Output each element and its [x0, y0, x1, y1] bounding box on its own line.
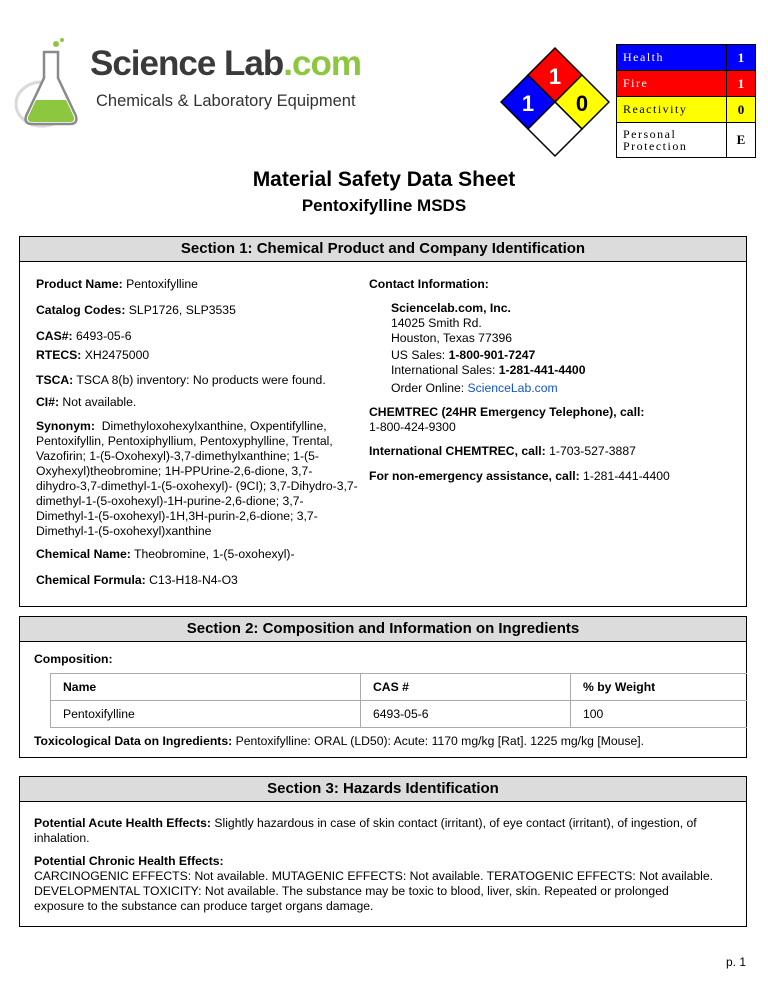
chemtrec-field: CHEMTREC (24HR Emergency Telephone), call: 1-800-424-9300: [369, 405, 645, 434]
table-row: [51, 701, 748, 728]
composition-table-header: [51, 674, 748, 701]
section-1: [19, 236, 747, 607]
catalog-codes-field: Catalog Codes: SLP1726, SLP3535: [36, 303, 236, 317]
composition-table: [50, 673, 747, 728]
ppe-label: Personal Protection: [617, 123, 727, 158]
synonym-field: Synonym: Dimethyloxohexylxanthine, Oxpentifylline, Pentoxifyllin, Pentoxiphyllium, Pentoxyphylline, Trental, Vazofirin; 1-(5-Oxohexyl)-3,7-dimethylxanthine; 1-(5- Oxyhexyl)theobromine; 1H-PPUrine-2,6-dione, 3,7- dihydro-3,7-dimethyl-1-(5-oxohexyl)- (9CI); 3,7-Dihydro-3,7- dimethyl-1-(5-oxohexyl)-1H-purine-2,6-dione; 3,7- Dimethyl-1-(5-oxohexyl)-1H,3H-purin-2,6-dione; 3,7- Dimethyl-1-(5-oxohexyl)xanthine: [36, 419, 358, 538]
chemical-formula-field: Chemical Formula: C13-H18-N4-O3: [36, 573, 238, 587]
intl-chemtrec-field: International CHEMTREC, call: 1-703-527-3887: [369, 444, 636, 458]
reactivity-row: [617, 97, 756, 123]
ingredient-cas: 6493-05-6: [361, 701, 571, 728]
logo-subtitle: Chemicals & Laboratory Equipment: [96, 92, 356, 110]
order-online-field: Order Online: ScienceLab.com: [391, 381, 558, 395]
section-2: [19, 616, 747, 758]
ci-field: CI#: Not available.: [36, 395, 137, 409]
document-title: Material Safety Data Sheet: [252, 168, 516, 191]
col-cas-header: CAS #: [361, 674, 571, 701]
health-label: Health: [617, 45, 727, 71]
order-online-link[interactable]: ScienceLab.com: [467, 381, 558, 395]
fire-row: [617, 71, 756, 97]
ppe-value: E: [727, 123, 756, 158]
chronic-health-effects: Potential Chronic Health Effects: CARCINOGENIC EFFECTS: Not available. MUTAGENIC EFFECTS: Not available. TERATOGENIC EFFECTS: Not available. DEVELOPMENTAL TOXICITY: Not available. The substance may be toxic to blood, liver, skin. Repeated or prolonged exposure to the substance can produce target organs damage.: [34, 854, 714, 913]
section-1-header: Section 1: Chemical Product and Company Identification: [20, 237, 746, 262]
nfpa-diamond: [500, 46, 610, 160]
company-address: Sciencelab.com, Inc. 14025 Smith Rd. Houston, Texas 77396: [391, 301, 513, 345]
fire-label: Fire: [617, 71, 727, 97]
sales-contacts: US Sales: 1-800-901-7247 International Sales: 1-281-441-4400: [391, 348, 586, 377]
toxicological-data: Toxicological Data on Ingredients: Pentoxifylline: ORAL (LD50): Acute: 1170 mg/kg [Rat]. 1225 mg/kg [Mouse].: [34, 734, 645, 748]
page-number: p. 1: [725, 955, 746, 969]
non-emergency-field: For non-emergency assistance, call: 1-281-441-4400: [369, 469, 670, 483]
flask-icon: [14, 38, 89, 130]
sciencelab-logo: [14, 38, 361, 128]
reactivity-value: 0: [727, 97, 756, 123]
nfpa-flammability-value: 1: [548, 64, 562, 89]
health-value: 1: [727, 45, 756, 71]
section-3-header: Section 3: Hazards Identification: [20, 777, 746, 802]
col-weight-header: % by Weight: [571, 674, 748, 701]
section-3: [19, 776, 747, 927]
nfpa-reactivity-value: 0: [575, 91, 589, 116]
document-subtitle: Pentoxifylline MSDS: [301, 196, 467, 215]
tsca-field: TSCA: TSCA 8(b) inventory: No products were found.: [36, 373, 326, 387]
rtecs-field: RTECS: XH2475000: [36, 348, 150, 362]
nfpa-health-value: 1: [521, 91, 535, 116]
product-name-field: Product Name: Pentoxifylline: [36, 277, 198, 291]
col-name-header: Name: [51, 674, 361, 701]
contact-label: Contact Information:: [369, 277, 489, 291]
ingredient-name: Pentoxifylline: [51, 701, 361, 728]
ingredient-weight: 100: [571, 701, 748, 728]
fire-value: 1: [727, 71, 756, 97]
hazard-rating-table: [616, 44, 756, 158]
composition-label: Composition:: [34, 652, 113, 666]
chemical-name-field: Chemical Name: Theobromine, 1-(5-oxohexyl)-: [36, 547, 295, 561]
acute-health-effects: Potential Acute Health Effects: Slightly hazardous in case of skin contact (irritant), of eye contact (irritant), of ingestion, of inhalation.: [34, 816, 697, 845]
reactivity-label: Reactivity: [617, 97, 727, 123]
logo-title: Science Lab.com: [90, 44, 361, 83]
cas-field: CAS#: 6493-05-6: [36, 329, 132, 343]
health-row: [617, 45, 756, 71]
ppe-row: [617, 123, 756, 158]
section-2-header: Section 2: Composition and Information on Ingredients: [20, 617, 746, 642]
